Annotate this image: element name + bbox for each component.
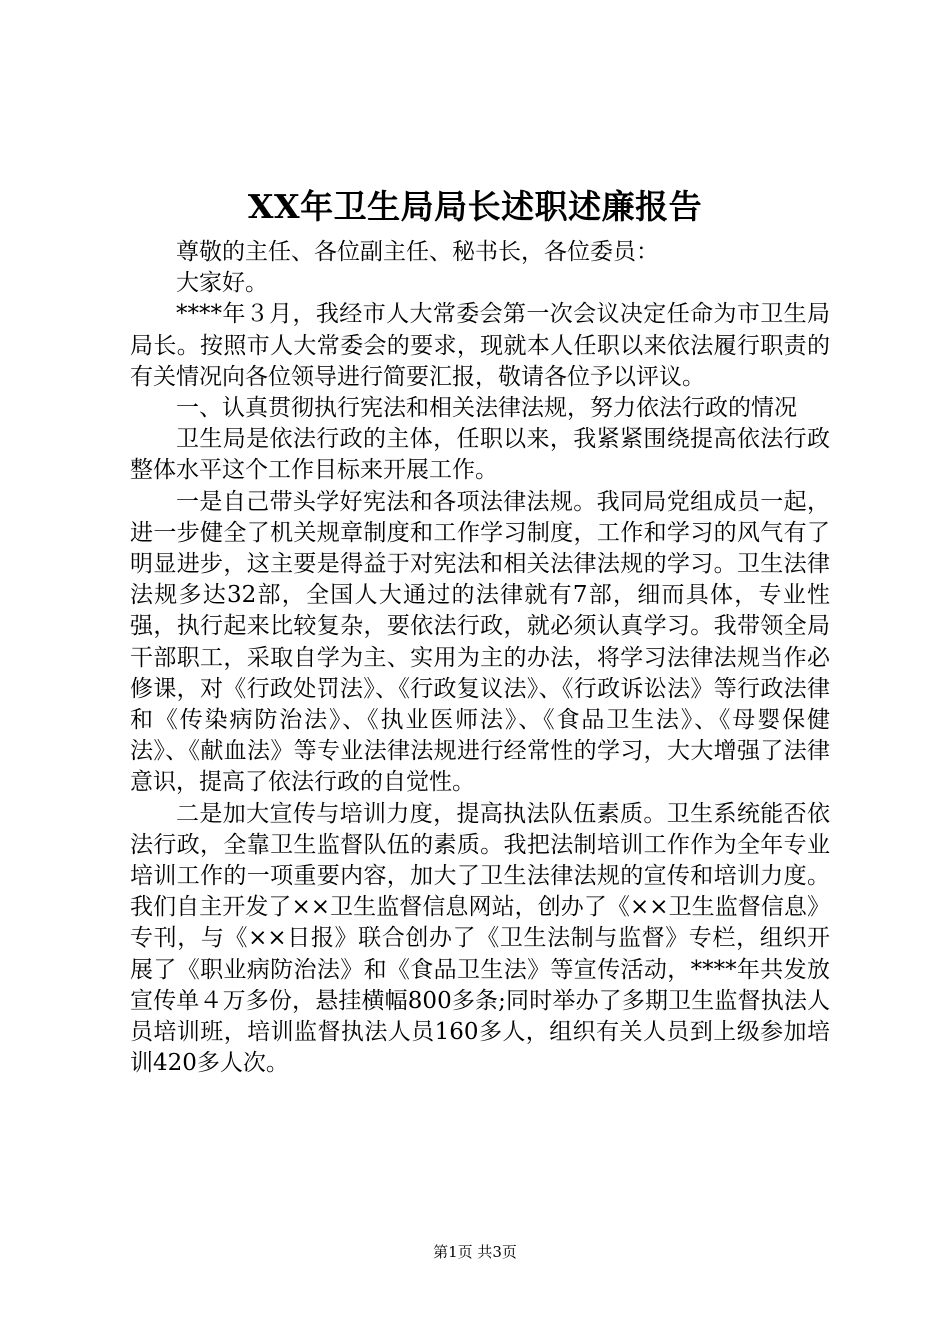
intro-paragraph: ****年３月，我经市人大常委会第一次会议决定任命为市卫生局局长。按照市人大常委会的要求，现就本人任职以来依法履行职责的有关情况向各位领导进行简要汇报，敬请各位予以评议。: [130, 301, 830, 390]
page-footer: 第1页 共3页: [433, 1243, 517, 1261]
salutation-paragraph: 尊敬的主任、各位副主任、秘书长，各位委员：: [176, 239, 659, 265]
document-body: [130, 237, 830, 1079]
body-paragraph: 卫生局是依法行政的主体，任职以来，我紧紧围绕提高依法行政整体水平这个工作目标来开展工作。: [130, 426, 830, 484]
document-title: XX年卫生局局长述职述廉报告: [247, 187, 703, 226]
body-paragraph: 一是自己带头学好宪法和各项法律法规。我同局党组成员一起，进一步健全了机关规章制度和工作学习制度，工作和学习的风气有了明显进步，这主要是得益于对宪法和相关法律法规的学习。卫生法律法规多达32部，全国人大通过的法律就有7部，细而具体，专业性强，执行起来比较复杂，要依法行政，就必须认真学习。我带领全局干部职工，采取自学为主、实用为主的办法，将学习法律法规当作必修课，对《行政处罚法》、《行政复议法》、《行政诉讼法》等行政法律和《传染病防治法》、《执业医师法》、《食品卫生法》、《母婴保健法》、《献血法》等专业法律法规进行经常性的学习，大大增强了法律意识，提高了依法行政的自觉性。: [130, 488, 830, 796]
section-heading: 一、认真贯彻执行宪法和相关法律法规，努力依法行政的情况: [176, 395, 797, 422]
body-paragraph: 二是加大宣传与培训力度，提高执法队伍素质。卫生系统能否依法行政，全靠卫生监督队伍的素质。我把法制培训工作作为全年专业培训工作的一项重要内容，加大了卫生法律法规的宣传和培训力度。我们自主开发了××卫生监督信息网站，创办了《××卫生监督信息》专刊，与《××日报》联合创办了《卫生法制与监督》专栏，组织开展了《职业病防治法》和《食品卫生法》等宣传活动，****年共发放宣传单４万多份，悬挂横幅800多条;同时举办了多期卫生监督执法人员培训班，培训监督执法人员160多人，组织有关人员到上级参加培训420多人次。: [130, 800, 830, 1077]
greeting-paragraph: 大家好。: [176, 270, 268, 297]
